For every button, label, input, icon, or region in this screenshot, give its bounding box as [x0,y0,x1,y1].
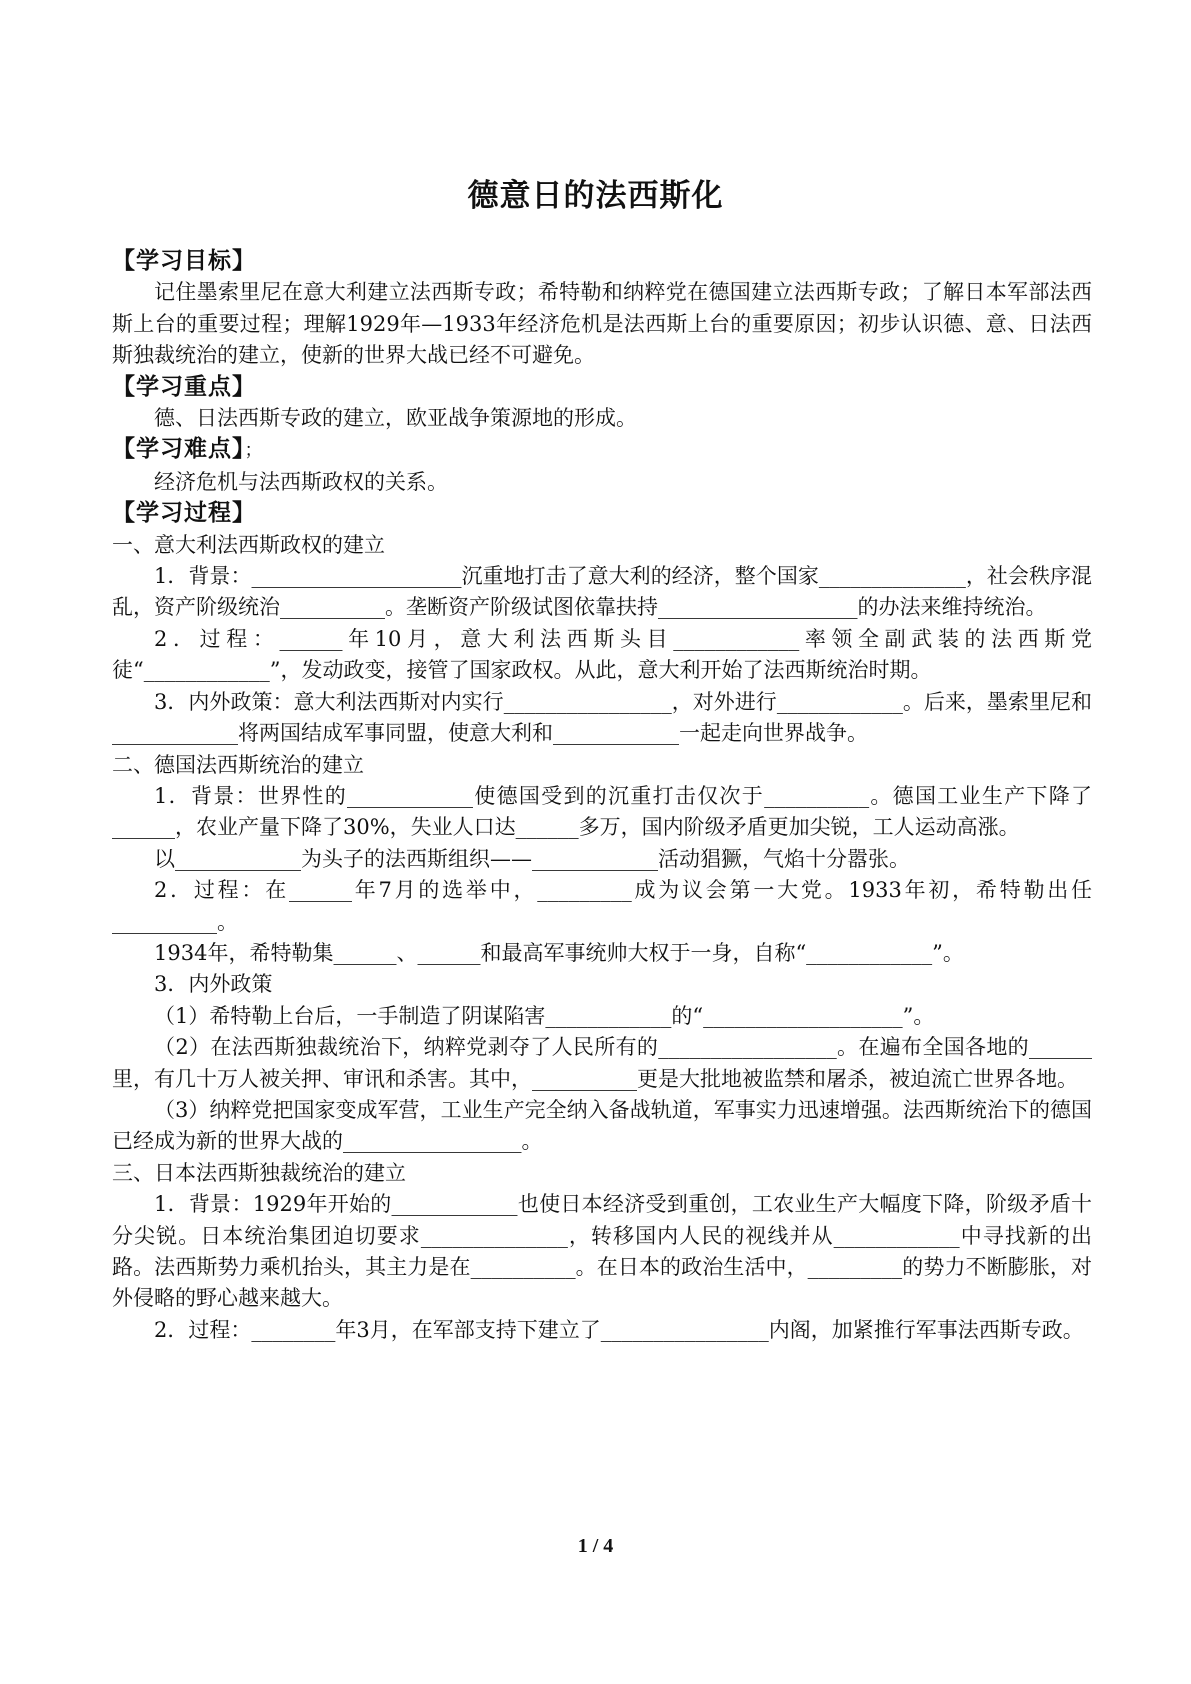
process-heading [112,498,1092,529]
italy-background: 1．背景：____________________沉重地打击了意大利的经济，整个国家______________，社会秩序混乱，资产阶级统治__________。垄断资产阶级试图依靠扶持___________________的办法来维持统治。 [112,564,1092,620]
difficulties-heading-suffix: ； [244,440,264,462]
document-body [112,246,1092,1346]
germany-process: 2．过程：在______年7月的选举中，_________成为议会第一大党。1933年初，希特勒出任__________。 [112,878,1092,934]
germany-policy-2: （2）在法西斯独裁统治下，纳粹党剥夺了人民所有的_________________。在遍布全国各地的______里，有几十万人被关押、审讯和杀害。其中，__________更是大批地被监禁和屠杀，被迫流亡世界各地。 [112,1035,1092,1091]
objectives-heading [112,246,1092,277]
japan-background: 1．背景：1929年开始的____________也使日本经济受到重创，工农业生产大幅度下降，阶级矛盾十分尖锐。日本统治集团迫切要求______________，转移国内人民的视线并从____________中寻找新的出路。法西斯势力乘机抬头，其主力是在__________。在日本的政治生活中，_________的势力不断膨胀，对外侵略的野心越来越大。 [112,1192,1092,1311]
germany-background: 1．背景：世界性的____________使德国受到的沉重打击仅次于__________。德国工业生产下降了______，农业产量下降了30%，失业人口达______多万，国内阶级矛盾更加尖锐，工人运动高涨。 [112,783,1092,840]
page-number: 1 / 4 [577,1535,614,1557]
key-points-heading [112,372,1092,403]
key-points-heading-text: 【学习重点】 [112,373,256,400]
objectives-heading-text: 【学习目标】 [112,248,256,274]
section-title-italy: 一、意大利法西斯政权的建立 [112,532,385,557]
document-title: 德意日的法西斯化 [467,178,724,214]
germany-policies-title: 3．内外政策 [154,972,273,997]
germany-policy-3: （3）纳粹党把国家变成军营，工业生产完全纳入备战轨道，军事实力迅速增强。法西斯统治下的德国已经成为新的世界大战的_________________。 [112,1097,1092,1154]
objectives-text: 记住墨索里尼在意大利建立法西斯专政；希特勒和纳粹党在德国建立法西斯专政；了解日本军部法西斯上台的重要过程；理解1929年—1933年经济危机是法西斯上台的重要原因；初步认识德、意、日法西斯独裁统治的建立，使新的世界大战已经不可避免。 [112,280,1092,368]
key-points-text: 德、日法西斯专政的建立，欧亚战争策源地的形成。 [154,406,637,431]
germany-nazi-organization: 以____________为头子的法西斯组织——____________活动猖獗，气焰十分嚣张。 [154,846,910,871]
section-title-japan: 三、日本法西斯独裁统治的建立 [112,1160,406,1185]
italy-policies: 3．内外政策：意大利法西斯对内实行________________，对外进行____________。后来，墨索里尼和____________将两国结成军事同盟，使意大利和____________一起走向世界战争。 [112,689,1092,746]
difficulties-heading-text: 【学习难点】 [112,436,245,463]
section-title-germany: 二、德国法西斯统治的建立 [112,752,364,777]
italy-process: 2．过程：______年10月，意大利法西斯头目____________率领全副武装的法西斯党徒“____________”，发动政变，接管了国家政权。从此，意大利开始了法西斯统治时期。 [112,626,1092,683]
process-heading-text: 【学习过程】 [112,500,256,527]
difficulties-text: 经济危机与法西斯政权的关系。 [154,469,448,494]
germany-1934: 1934年，希特勒集______、______和最高军事统帅大权于一身，自称“____________”。 [154,940,964,965]
japan-process: 2．过程：________年3月，在军部支持下建立了________________内阁，加紧推行军事法西斯专政。 [154,1317,1084,1342]
germany-policy-1: （1）希特勒上台后，一手制造了阴谋陷害____________的“___________________”。 [154,1003,935,1028]
difficulties-heading [112,434,1092,466]
